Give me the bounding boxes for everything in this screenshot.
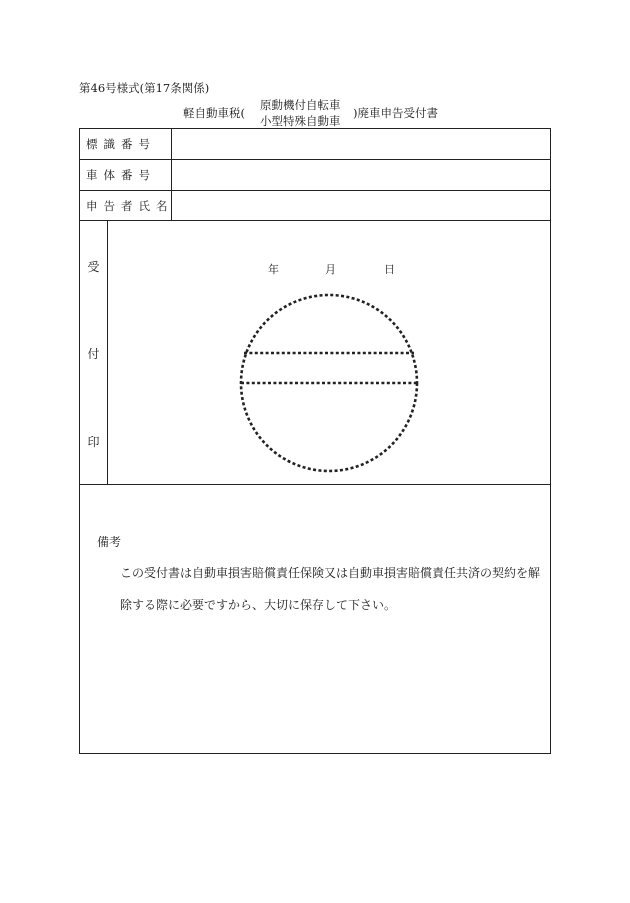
title-option-special-vehicle: 小型特殊自動車: [260, 114, 341, 128]
notes-area: [80, 485, 550, 753]
declarant-name-field[interactable]: [172, 191, 550, 220]
stamp-label-char-tsuke: 付: [87, 347, 100, 361]
row-chassis-number: [80, 160, 550, 191]
stamp-body: [108, 221, 550, 484]
row-plate-number: [80, 129, 550, 160]
row-declarant-name: [80, 191, 550, 221]
form-table: [79, 128, 551, 754]
date-stamp-circle-icon: [108, 221, 552, 485]
notes-text-line-2: 除する際に必要ですから、大切に保存して下さい。: [120, 598, 397, 612]
chassis-number-label: 車体番号: [80, 160, 172, 190]
notes-text-line-1: この受付書は自動車損害賠償責任保険又は自動車損害賠償責任共済の契約を解: [120, 566, 541, 580]
title-prefix: 軽自動車税(: [183, 106, 245, 120]
title-suffix: )廃車申告受付書: [353, 106, 438, 120]
date-day-label: 日: [384, 263, 395, 276]
stamp-label-char-uke: 受: [87, 260, 100, 274]
stamp-label-column: [80, 221, 108, 484]
chassis-number-field[interactable]: [172, 160, 550, 190]
form-number: 第46号様式(第17条関係): [79, 81, 210, 95]
date-month-label: 月: [325, 263, 336, 276]
notes-title: 備考: [97, 535, 122, 549]
plate-number-label: 標識番号: [80, 129, 172, 159]
date-year-label: 年: [268, 263, 279, 276]
plate-number-field[interactable]: [172, 129, 550, 159]
stamp-label-char-in: 印: [87, 435, 100, 449]
title-option-moped: 原動機付自転車: [260, 98, 341, 112]
declarant-name-label: 申告者氏名: [80, 191, 172, 220]
reception-stamp-area: [80, 221, 550, 485]
